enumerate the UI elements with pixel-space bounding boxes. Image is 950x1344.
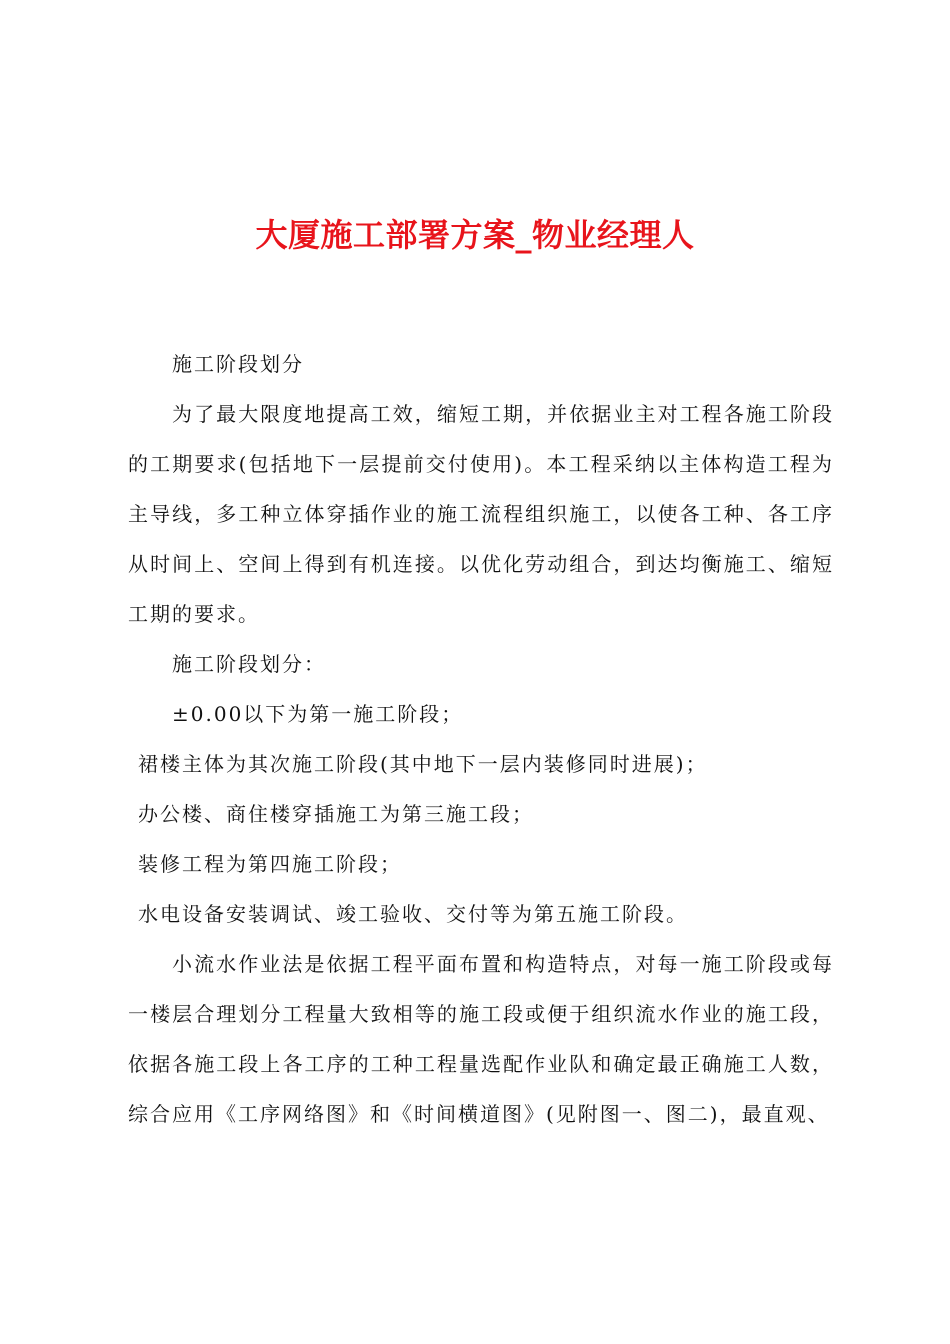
method-paragraph: 小流水作业法是依据工程平面布置和构造特点，对每一施工阶段或每一楼层合理划分工程量大致相等的施工段或便于组织流水作业的施工段，依据各施工段上各工序的工种工程量选配作业队和确定最正确施工人数，综合应用《工序网络图》和《时间横道图》(见附图一、图二)，最直观、 — [128, 952, 834, 1126]
section-heading: 施工阶段划分 — [172, 352, 304, 376]
stage-list — [128, 639, 834, 939]
stages-label: 施工阶段划分： — [172, 652, 326, 676]
stage-item-1: ±0.00以下为第一施工阶段； — [172, 702, 464, 726]
intro-paragraph: 为了最大限度地提高工效，缩短工期，并依据业主对工程各施工阶段的工期要求(包括地下一层提前交付使用)。本工程采纳以主体构造工程为主导线，多工种立体穿插作业的施工流程组织施工，以使各工种、各工序从时间上、空间上得到有机连接。以优化劳动组合，到达均衡施工、缩短工期的要求。 — [128, 402, 834, 626]
method-paragraph-block — [128, 939, 834, 1139]
stage-item-3: 办公楼、商住楼穿插施工为第三施工段； — [138, 802, 534, 826]
stage-item-5: 水电设备安装调试、竣工验收、交付等为第五施工阶段。 — [138, 902, 688, 926]
document-title: 大厦施工部署方案_物业经理人 — [255, 216, 695, 254]
stage-item-4: 装修工程为第四施工阶段； — [138, 852, 402, 876]
section-heading-block — [128, 339, 834, 389]
intro-paragraph-block — [128, 389, 834, 639]
stage-item-2: 裙楼主体为其次施工阶段(其中地下一层内装修同时进展)； — [138, 752, 708, 776]
